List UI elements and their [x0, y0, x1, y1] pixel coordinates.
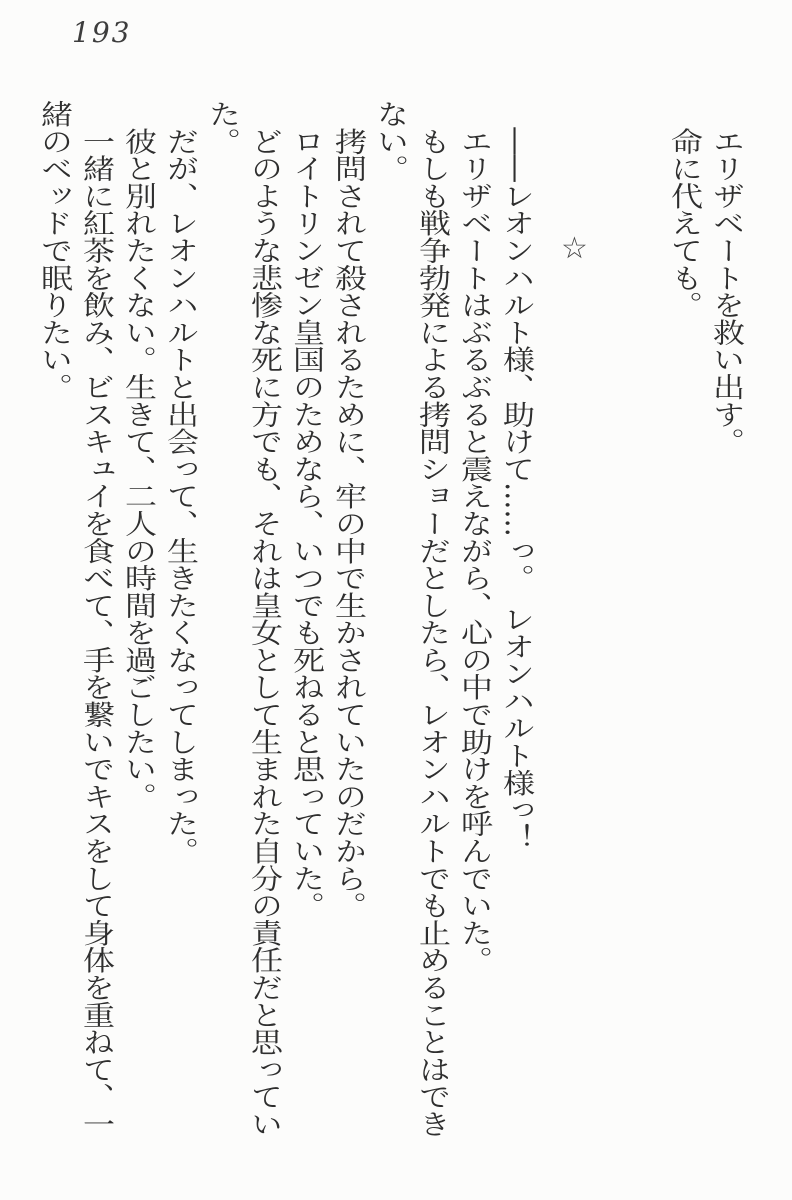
text-column: ――レオンハルト様、助けて……っ。 レオンハルト様っ！ — [498, 100, 536, 851]
text-column: ない。 — [372, 100, 410, 182]
text-column: 緒のベッドで眠りたい。 — [36, 100, 74, 401]
text-column: どのような悲惨な死に方でも、それは皇女として生まれた自分の責任だと思ってい — [246, 100, 284, 1138]
text-column: ロイトリンゼン皇国のためなら、いつでも死ねると思っていた。 — [288, 100, 326, 919]
text-column: エリザベートはぶるぶると震えながら、心の中で助けを呼んでいた。 — [456, 100, 494, 974]
text-column: 命に代えても。 — [666, 100, 704, 319]
main-text — [34, 100, 748, 1145]
text-column-blank — [622, 100, 664, 1145]
text-column: エリザベートを救い出す。 — [708, 100, 746, 455]
text-column: だが、レオンハルトと出会って、生きたくなってしまった。 — [162, 100, 200, 865]
text-column-blank — [538, 100, 580, 1145]
text-column: 拷問されて殺されるために、牢の中で生かされていたのだから。 — [330, 100, 368, 919]
text-column: 彼と別れたくない。生きて、二人の時間を過ごしたい。 — [120, 100, 158, 810]
text-column-blank — [580, 100, 622, 1145]
page-number: 193 — [72, 16, 132, 49]
section-separator-star: ☆ — [561, 231, 588, 266]
text-column: もしも戦争勃発による拷問ショーだとしたら、レオンハルトでも止めることはでき — [414, 100, 452, 1138]
text-column: 一緒に紅茶を飲み、ビスキュイを食べて、手を繋いでキスをして身体を重ねて、一 — [78, 100, 116, 1138]
text-column: た。 — [204, 100, 242, 155]
